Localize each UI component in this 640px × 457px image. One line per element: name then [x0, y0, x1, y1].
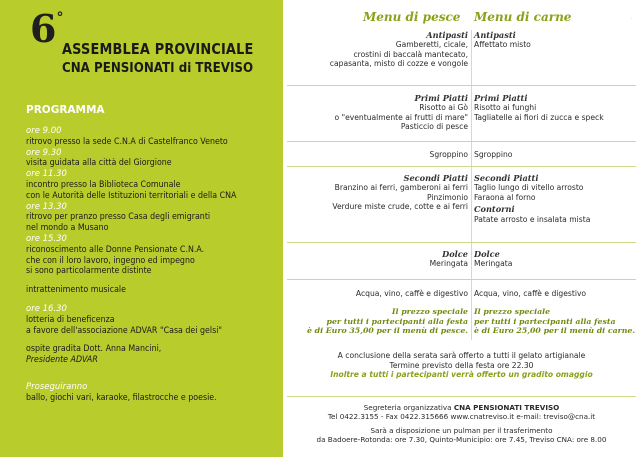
price-carne: Il prezzo speciale per tutti i partecipanti alla festa è di Euro 25,00 per il menù di carne. — [474, 307, 636, 336]
agenda-time: ore 9.30 — [26, 147, 62, 158]
contacts-line: Tel 0422.3155 - Fax 0422.315666 www.cnatreviso.it e-mail: treviso@cna.it — [327, 412, 596, 421]
edition-number: 6° — [30, 6, 64, 51]
closing-notes — [283, 351, 640, 380]
agenda-time: ore 15.30 — [26, 233, 67, 244]
agenda-desc: lotteria di beneficenza — [26, 314, 115, 325]
agenda-item — [26, 126, 276, 148]
agenda-desc: a favore dell'associazione ADVAR "Casa dei gelsi" — [26, 325, 223, 336]
agenda-desc: si sono particolarmente distinte — [26, 266, 152, 277]
primi-carne: Primi Piatti Risotto ai funghi Tagliatelle ai fiori di zucca e speck — [474, 93, 604, 122]
agenda-desc: nel mondo a Musano — [26, 223, 109, 234]
divider — [287, 85, 636, 86]
agenda-desc: intrattenimento musicale — [26, 285, 126, 296]
antipasti-carne: Antipasti Affettato misto — [474, 30, 531, 50]
gift-note: Inoltre a tutti i partecipanti verrà offerto un gradito omaggio — [330, 370, 593, 380]
drinks-carne: Acqua, vino, caffè e digestivo — [474, 289, 587, 298]
agenda-desc: con le Autorità delle Istituzioni territoriali e della CNA — [26, 190, 237, 201]
price-pesce: Il prezzo speciale per tutti i partecipanti alla festa è di Euro 35,00 per il menù di pesce. — [306, 307, 468, 336]
agenda-list — [26, 126, 276, 404]
agenda-time: ore 11.30 — [26, 169, 67, 180]
menu-panel — [283, 0, 640, 457]
agenda-item — [26, 285, 276, 296]
closing-label: Proseguiranno — [26, 381, 88, 392]
agenda-item — [26, 202, 276, 234]
title-line-1: ASSEMBLEA PROVINCIALE — [62, 40, 254, 58]
agenda-desc: che con il loro lavoro, ingegno ed impegno — [26, 255, 195, 266]
agenda-item — [26, 304, 276, 336]
secretary-line: Segreteria organizzativa CNA PENSIONATI TREVISO — [363, 403, 560, 412]
divider — [287, 166, 636, 167]
program-panel — [0, 0, 283, 457]
agenda-desc: incontro presso la Biblioteca Comunale — [26, 179, 181, 190]
divider — [287, 279, 636, 280]
program-heading: PROGRAMMA — [26, 104, 105, 116]
closing-text: ballo, giochi vari, karaoke, filastrocche e poesie. — [26, 392, 217, 403]
sgroppino-carne: Sgroppino — [474, 150, 513, 159]
primi-pesce: Primi Piatti Risotto ai Gò o "eventualmente ai frutti di mare" Pasticcio di pesce — [334, 93, 468, 132]
guest-name: ospite gradita Dott. Anna Mancini, — [26, 344, 162, 355]
agenda-desc: ritrovo per pranzo presso Casa degli emigranti — [26, 212, 211, 223]
gelato-note: A conclusione della serata sarà offerto a tutti il gelato artigianale — [337, 351, 586, 360]
title-line-2: CNA PENSIONATI di TREVISO — [62, 60, 254, 76]
agenda-time: ore 16.30 — [26, 303, 67, 314]
end-time-note: Termine previsto della festa ore 22.30 — [389, 360, 534, 370]
column-divider — [471, 30, 472, 340]
divider — [287, 396, 636, 397]
print-credit: · — [629, 18, 634, 20]
menu-pesce-title: Menu di pesce — [363, 10, 461, 24]
agenda-item — [26, 148, 276, 170]
bus-note-1: Sarà a disposizione un pulman per il trasferimento — [370, 426, 553, 435]
drinks-pesce: Acqua, vino, caffè e digestivo — [355, 289, 468, 298]
divider — [287, 141, 636, 142]
sgroppino-pesce: Sgroppino — [429, 150, 468, 159]
divider — [287, 242, 636, 243]
secondi-carne: Secondi Piatti Taglio lungo di vitello arrosto Faraona al forno Contorni Patate arrosto e insalata mista — [474, 173, 591, 224]
dolce-carne: Dolce Meringata — [474, 249, 513, 269]
antipasti-pesce: Antipasti Gamberetti, cicale, crostini di baccalà mantecato, capasanta, misto di cozze e vongole — [329, 30, 468, 69]
contacts-block — [283, 403, 640, 444]
dolce-pesce: Dolce Meringata — [429, 249, 468, 269]
guest-role: Presidente ADVAR — [26, 355, 98, 366]
bus-note-2: da Badoere-Rotonda: ore 7.30, Quinto-Municipio: ore 7.45, Treviso CNA: ore 8.00 — [316, 435, 607, 444]
agenda-time: ore 13.30 — [26, 201, 67, 212]
agenda-time: ore 9.00 — [26, 126, 62, 136]
menu-carne-title: Menu di carne — [474, 10, 572, 24]
secondi-pesce: Secondi Piatti Branzino ai ferri, gamberoni ai ferri Pinzimonio Verdure miste crude, cotte e ai ferri — [332, 173, 468, 212]
agenda-desc: riconoscimento alle Donne Pensionate C.N.A. — [26, 244, 205, 255]
agenda-desc: visita guidata alla città del Giorgione — [26, 158, 172, 169]
agenda-desc: ritrovo presso la sede C.N.A di Castelfranco Veneto — [26, 136, 228, 147]
agenda-item — [26, 169, 276, 201]
agenda-item — [26, 234, 276, 277]
